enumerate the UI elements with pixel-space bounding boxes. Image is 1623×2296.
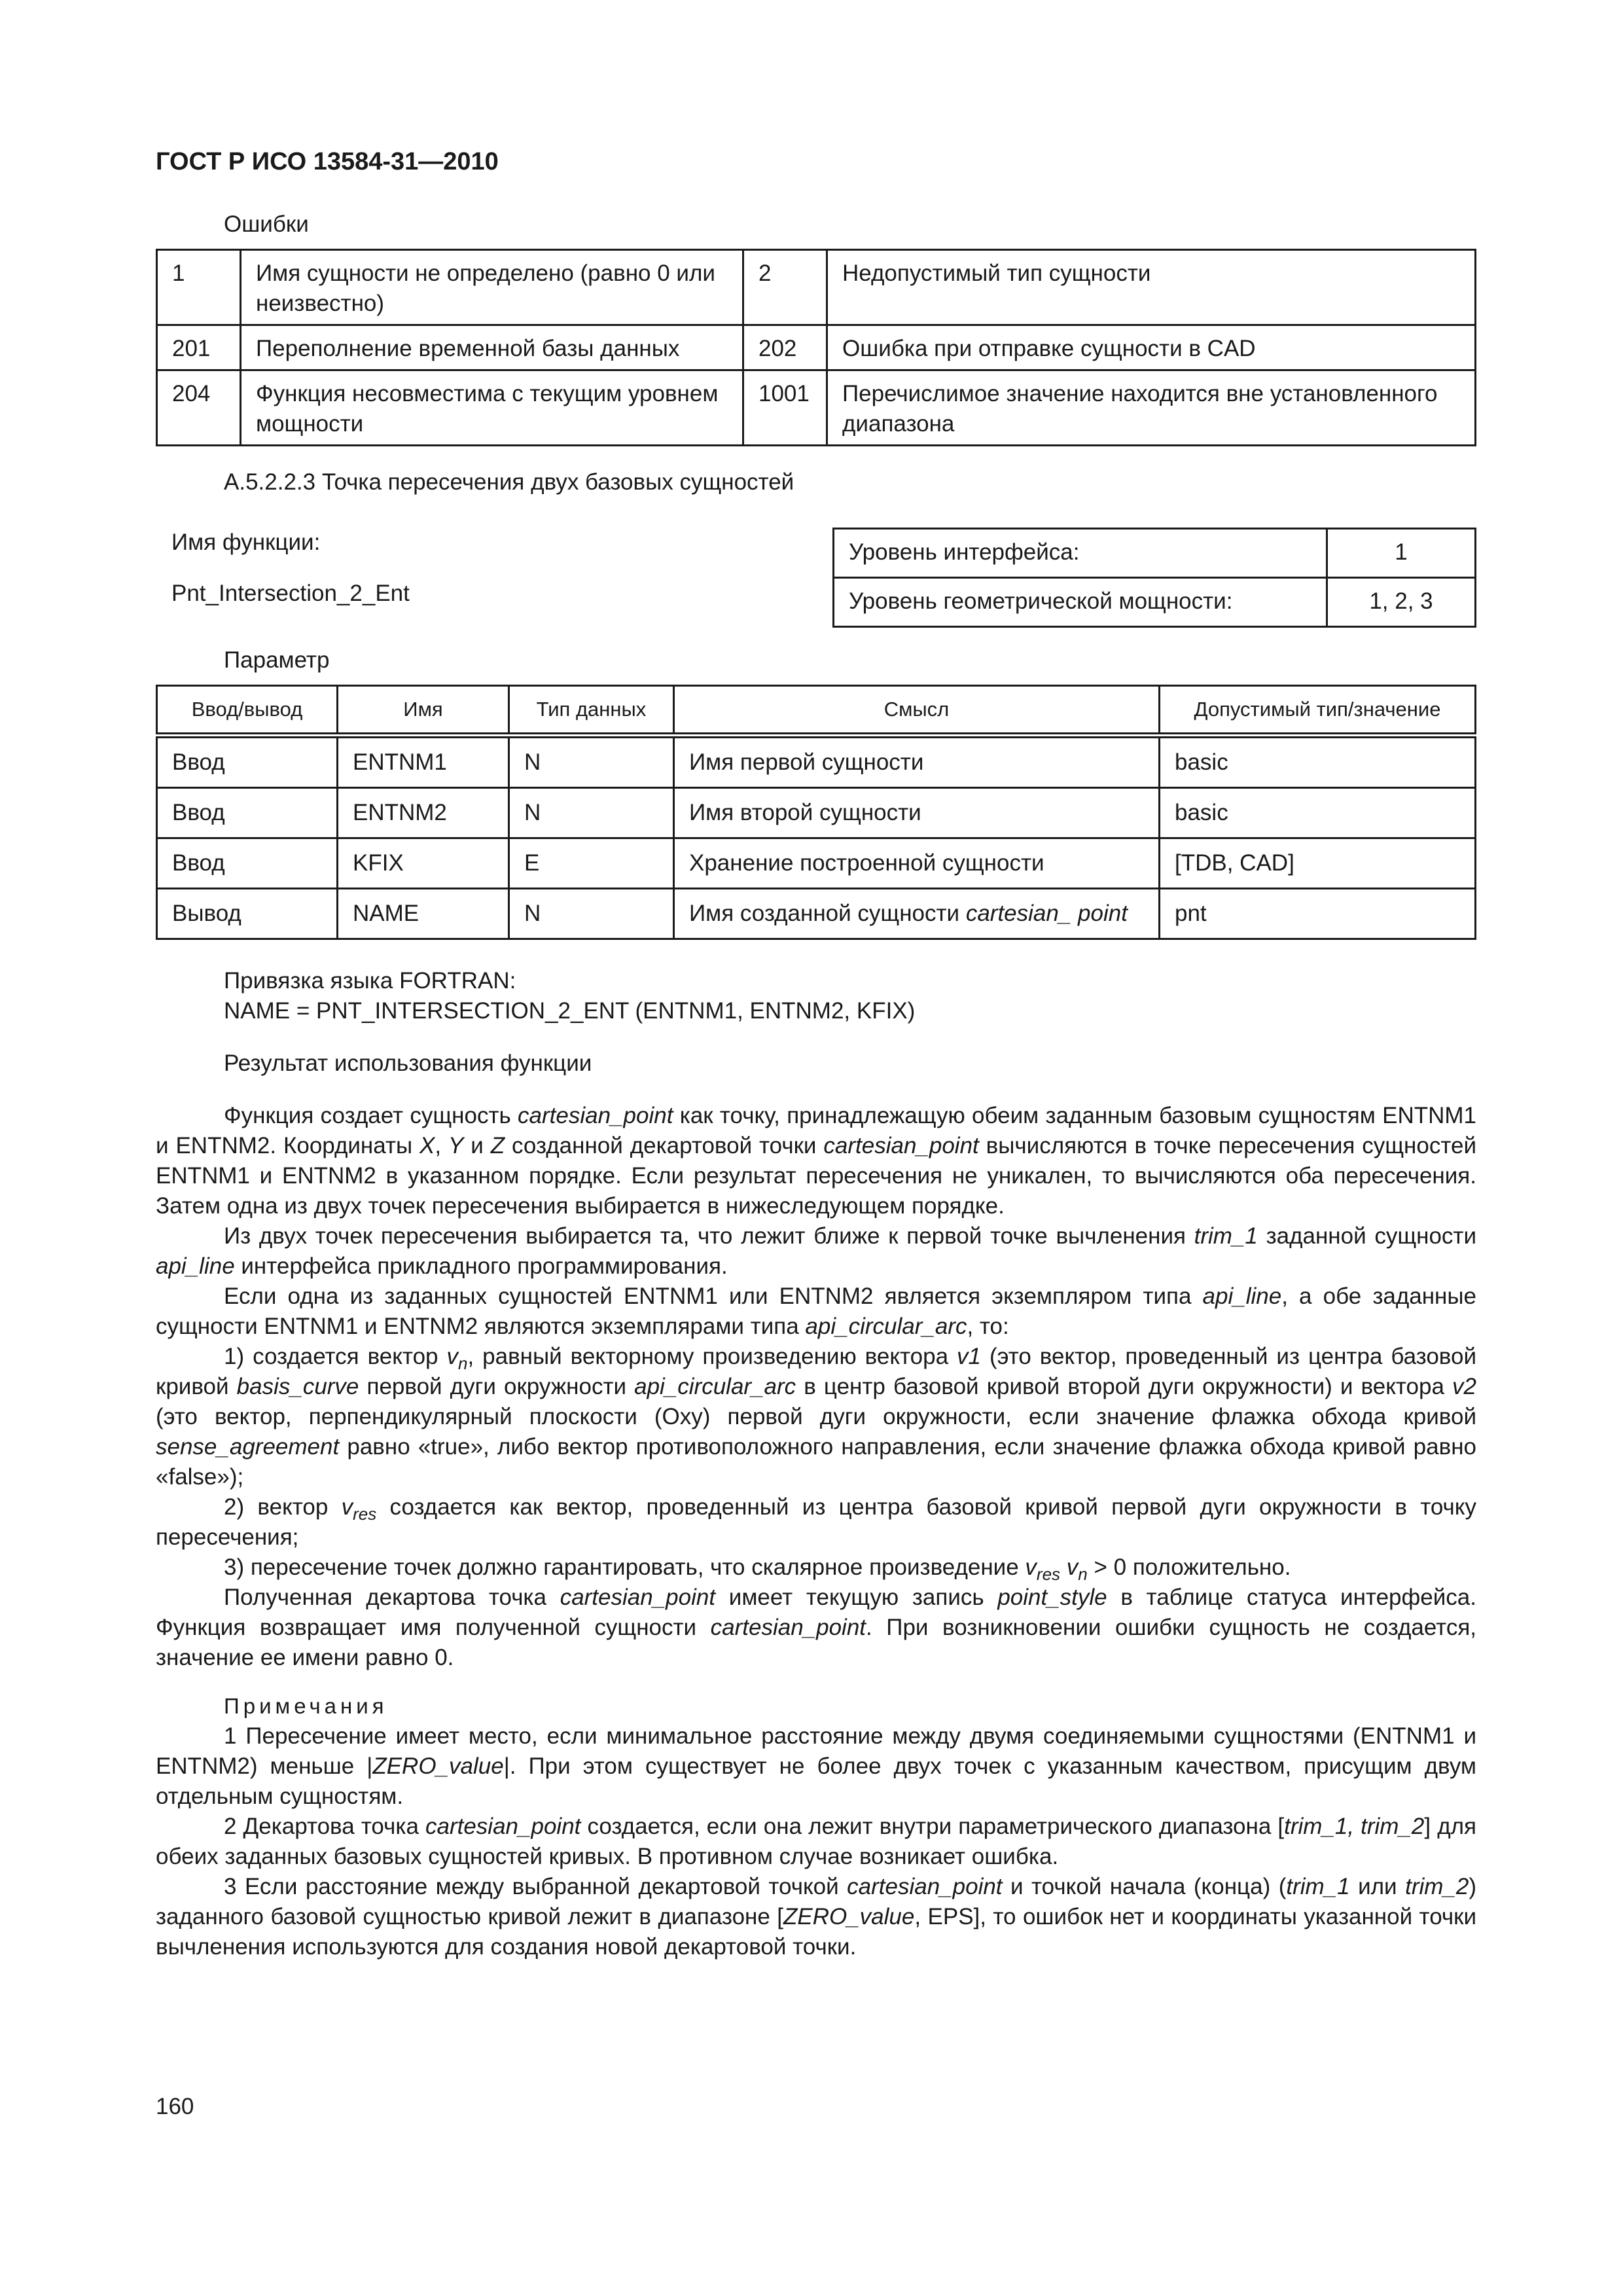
param-name: KFIX xyxy=(338,838,509,889)
table-row xyxy=(834,529,1476,578)
param-type: E xyxy=(509,838,674,889)
notes-title: Примечания xyxy=(224,1694,388,1718)
body-paragraph: Полученная декартова точка cartesian_point имеет текущую запись point_style в таблице статуса интерфейса. Функция возвращает имя полученной сущности cartesian_point. При возникновении ошибки сущность не создается, значение ее имени равно 0. xyxy=(156,1585,1476,1670)
fortran-code: NAME = PNT_INTERSECTION_2_ENT (ENTNM1, ENTNM2, KFIX) xyxy=(224,998,916,1024)
error-code: 204 xyxy=(157,370,241,446)
param-io: Ввод xyxy=(157,838,338,889)
param-io: Вывод xyxy=(157,889,338,939)
table-row xyxy=(157,889,1476,939)
standard-header: ГОСТ Р ИСО 13584-31—2010 xyxy=(156,148,499,175)
param-value: basic xyxy=(1160,736,1476,788)
table-row xyxy=(157,838,1476,889)
interface-table xyxy=(832,528,1476,628)
table-header-row xyxy=(157,686,1476,736)
error-code: 202 xyxy=(743,325,827,370)
table-row xyxy=(157,325,1476,370)
note-paragraph: 2 Декартова точка cartesian_point создается, если она лежит внутри параметрического диапазона [trim_1, trim_2] для обеих заданных базовых сущностей кривых. В противном случае возникает ошибка. xyxy=(156,1814,1477,1869)
column-header: Тип данных xyxy=(509,686,674,736)
fortran-label: Привязка языка FORTRAN: xyxy=(224,968,516,994)
errors-table xyxy=(156,249,1476,446)
body-paragraph: Из двух точек пересечения выбирается та, что лежит ближе к первой точке вычленения trim_1 заданной сущности api_line интерфейса прикладного программирования. xyxy=(156,1223,1476,1279)
body-paragraph: 1) создается вектор $v_n$, равный векторному произведению вектора v1 (это вектор, проведенный из центра базовой кривой basis_curve первой дуги окружности api_circular_arc в центр базовой кривой второй дуги окружности) и вектора v2 (это вектор, перпендикулярный плоскости (Oxy) первой дуги окружности, если значение флажка обхода кривой sense_agreement равно «true», либо вектор противоположного направления, если значение флажка обхода кривой равно «false»); xyxy=(156,1344,1476,1490)
param-type: N xyxy=(509,889,674,939)
error-text: Функция несовместима с текущим уровнем мощности xyxy=(241,370,743,446)
result-heading: Результат использования функции xyxy=(224,1050,592,1076)
note-paragraph: 3 Если расстояние между выбранной декартовой точкой cartesian_point и точкой начала (конца) (trim_1 или trim_2) заданного базовой сущностью кривой лежит в диапазоне [ZERO_value, EPS], то ошибок нет и координаты указанной точки вычленения используются для создания новой декартовой точки. xyxy=(156,1874,1476,1960)
error-text: Имя сущности не определено (равно 0 или неизвестно) xyxy=(241,250,743,325)
error-code: 1 xyxy=(157,250,241,325)
param-meaning: Имя первой сущности xyxy=(674,736,1160,788)
column-header: Имя xyxy=(338,686,509,736)
param-io: Ввод xyxy=(157,788,338,838)
note-paragraph: 1 Пересечение имеет место, если минимальное расстояние между двумя соединяемыми сущностями (ENTNM1 и ENTNM2) меньше |ZERO_value|. При этом существует не более двух точек с указанным качеством, присущим двум отдельным сущностям. xyxy=(156,1723,1476,1809)
section-heading: А.5.2.2.3 Точка пересечения двух базовых сущностей xyxy=(224,469,794,495)
table-row xyxy=(157,736,1476,788)
param-name: ENTNM1 xyxy=(338,736,509,788)
param-type: N xyxy=(509,736,674,788)
table-row xyxy=(157,788,1476,838)
param-value: basic xyxy=(1160,788,1476,838)
document-page xyxy=(156,145,1476,1962)
body-paragraph: Функция создает сущность cartesian_point как точку, принадлежащую обеим заданным базовым сущностям ENTNM1 и ENTNM2. Координаты X, Y и Z созданной декартовой точки cartesian_point вычисляются в точке пересечения сущностей ENTNM1 и ENTNM2 в указанном порядке. Если результат пересечения не уникален, то вычисляются оба пересечения. Затем одна из двух точек пересечения выбирается в нижеследующем порядке. xyxy=(156,1103,1476,1219)
param-value: pnt xyxy=(1160,889,1476,939)
param-name: ENTNM2 xyxy=(338,788,509,838)
table-row xyxy=(834,578,1476,627)
params-caption: Параметр xyxy=(224,647,330,673)
table-row xyxy=(157,250,1476,325)
errors-caption: Ошибки xyxy=(224,211,309,237)
interface-level-value: 1 xyxy=(1327,529,1476,578)
column-header: Допустимый тип/значение xyxy=(1160,686,1476,736)
power-level-label: Уровень геометрической мощности: xyxy=(834,578,1327,627)
param-meaning: Имя второй сущности xyxy=(674,788,1160,838)
body-paragraph: Если одна из заданных сущностей ENTNM1 или ENTNM2 является экземпляром типа api_line, а обе заданные сущности ENTNM1 и ENTNM2 являются экземплярами типа api_circular_arc, то: xyxy=(156,1283,1476,1339)
body-paragraph: 2) вектор $v_{res}$ создается как вектор, проведенный из центра базовой кривой первой дуги окружности в точку пересечения; xyxy=(156,1494,1476,1550)
param-name: NAME xyxy=(338,889,509,939)
param-io: Ввод xyxy=(157,736,338,788)
function-name-label: Имя функции: xyxy=(171,529,321,555)
error-code: 201 xyxy=(157,325,241,370)
param-meaning: Хранение построенной сущности xyxy=(674,838,1160,889)
table-row xyxy=(157,370,1476,446)
function-info xyxy=(156,528,1476,626)
interface-level-label: Уровень интерфейса: xyxy=(834,529,1327,578)
error-text: Перечислимое значение находится вне установленного диапазона xyxy=(827,370,1476,446)
error-text: Переполнение временной базы данных xyxy=(241,325,743,370)
error-code: 2 xyxy=(743,250,827,325)
column-header: Ввод/вывод xyxy=(157,686,338,736)
fortran-binding xyxy=(224,966,1476,1026)
error-code: 1001 xyxy=(743,370,827,446)
page-number: 160 xyxy=(156,2094,194,2119)
function-name: Pnt_Intersection_2_Ent xyxy=(171,581,410,606)
params-table xyxy=(156,685,1476,940)
column-header: Смысл xyxy=(674,686,1160,736)
error-text: Ошибка при отправке сущности в CAD xyxy=(827,325,1476,370)
function-name-block xyxy=(171,528,410,630)
power-level-value: 1, 2, 3 xyxy=(1327,578,1476,627)
param-type: N xyxy=(509,788,674,838)
param-meaning: Имя созданной сущности cartesian_ point xyxy=(674,889,1160,939)
param-value: [TDB, CAD] xyxy=(1160,838,1476,889)
body-paragraph: 3) пересечение точек должно гарантировать, что скалярное произведение $v_{res}$ $v_n > 0$ положительно. xyxy=(224,1554,1291,1584)
error-text: Недопустимый тип сущности xyxy=(827,250,1476,325)
